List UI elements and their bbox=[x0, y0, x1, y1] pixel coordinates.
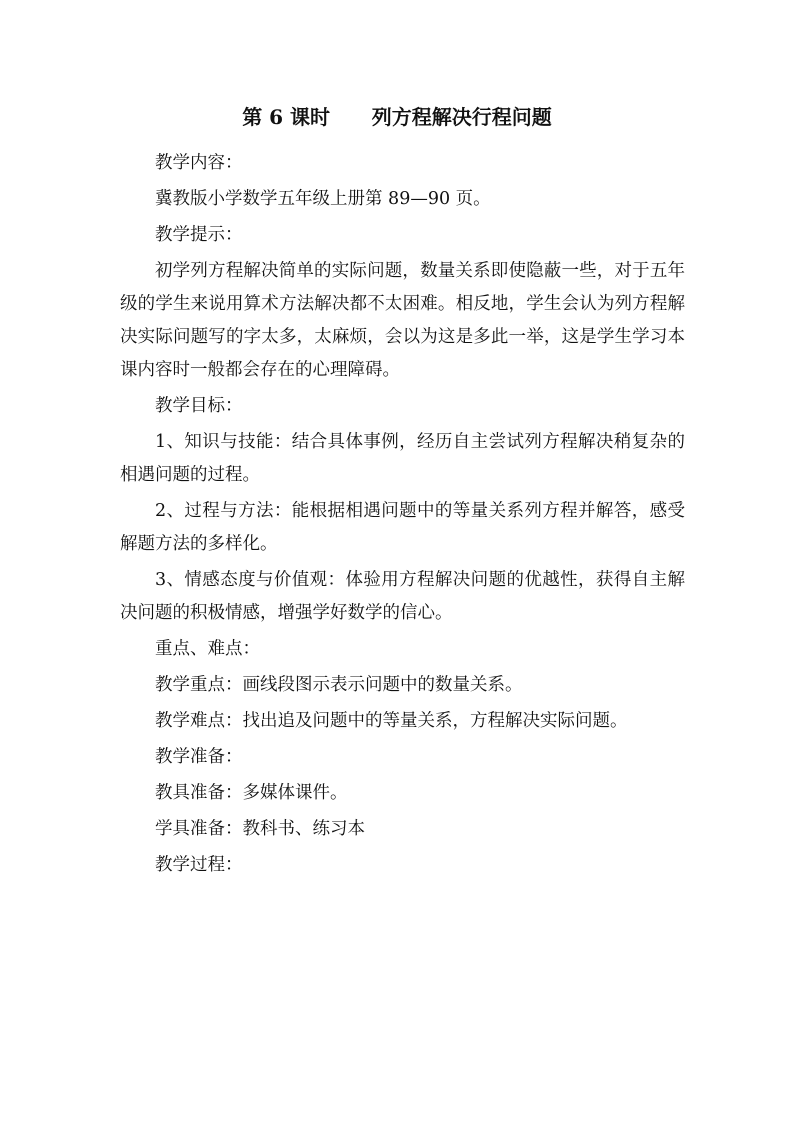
section-heading-hints: 教学提示： bbox=[155, 225, 243, 245]
paragraph-key-point: 教学重点：画线段图示表示问题中的数量关系。 bbox=[155, 675, 523, 695]
section-heading-content: 教学内容： bbox=[155, 153, 243, 173]
document-body bbox=[120, 144, 685, 882]
paragraph-student-prep: 学具准备：教科书、练习本 bbox=[155, 819, 365, 839]
section-heading-key-points: 重点、难点： bbox=[155, 639, 260, 659]
objective-item-process: 2、过程与方法：能根据相遇问题中的等量关系列方程并解答，感受解题方法的多样化。 bbox=[120, 501, 685, 554]
paragraph-textbook-pages: 冀教版小学数学五年级上册第 89—90 页。 bbox=[155, 189, 491, 209]
paragraph-hints: 初学列方程解决简单的实际问题，数量关系即使隐蔽一些，对于五年级的学生来说用算术方法解决都不太困难。相反地，学生会认为列方程解决实际问题写的字太多，太麻烦，会以为这是多此一举，这是学生学习本课内容时一般都会存在的心理障碍。 bbox=[120, 261, 685, 380]
section-heading-preparation: 教学准备： bbox=[155, 747, 243, 767]
objective-item-attitude: 3、情感态度与价值观：体验用方程解决问题的优越性，获得自主解决问题的积极情感，增强学好数学的信心。 bbox=[120, 570, 685, 623]
page-title: 第 6 课时 列方程解决行程问题 bbox=[242, 105, 552, 129]
paragraph-teacher-prep: 教具准备：多媒体课件。 bbox=[155, 783, 348, 803]
section-heading-process: 教学过程： bbox=[155, 855, 243, 875]
objective-item-knowledge: 1、知识与技能：结合具体事例，经历自主尝试列方程解决稍复杂的相遇问题的过程。 bbox=[120, 432, 685, 485]
section-heading-objectives: 教学目标： bbox=[155, 396, 243, 416]
paragraph-difficult-point: 教学难点：找出追及问题中的等量关系，方程解决实际问题。 bbox=[155, 711, 628, 731]
